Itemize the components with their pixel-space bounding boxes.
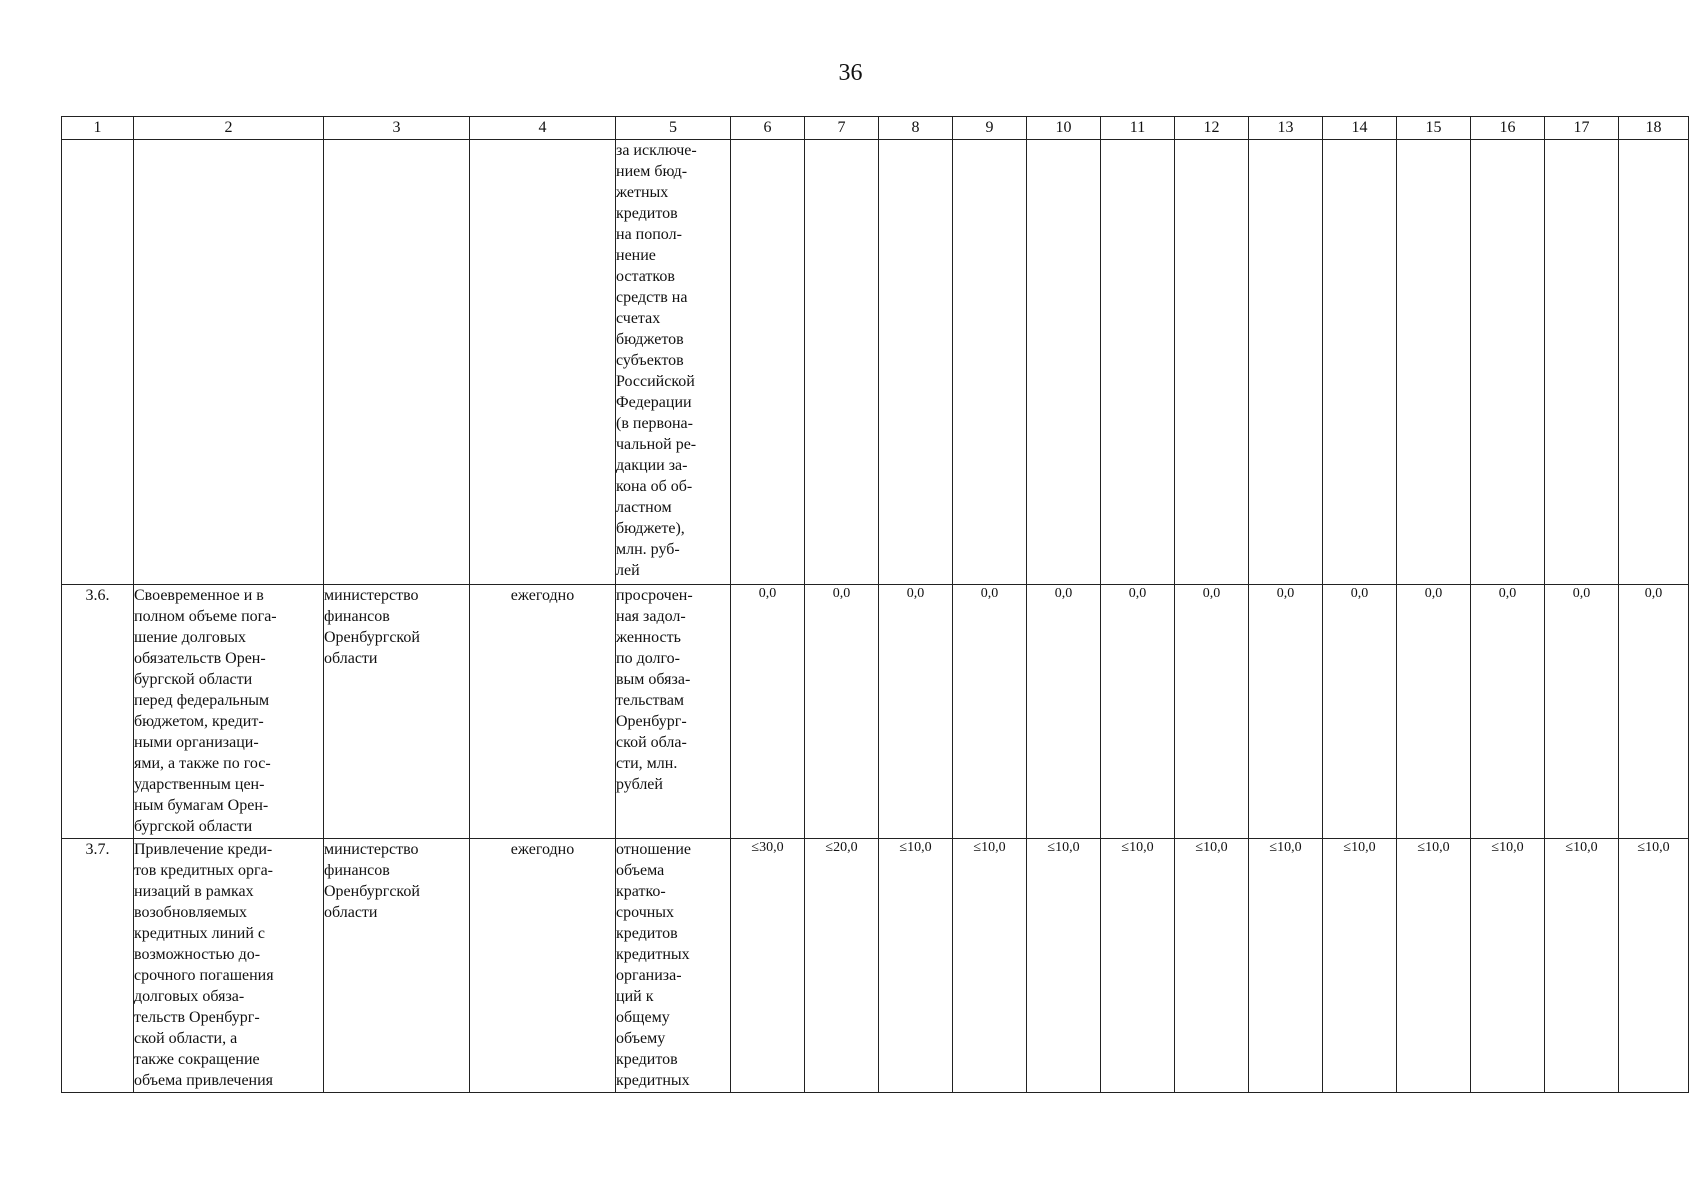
value-cell: ≤10,0 xyxy=(1323,839,1397,1093)
column-number-header: 17 xyxy=(1545,117,1619,140)
value-cell: 0,0 xyxy=(953,585,1027,839)
empty-cell xyxy=(470,140,616,585)
value-cell: ≤30,0 xyxy=(731,839,805,1093)
column-number-header: 15 xyxy=(1397,117,1471,140)
column-number-header: 1 xyxy=(62,117,134,140)
column-number-header: 12 xyxy=(1175,117,1249,140)
value-cell: ≤10,0 xyxy=(1471,839,1545,1093)
column-number-header: 6 xyxy=(731,117,805,140)
column-number-header: 4 xyxy=(470,117,616,140)
column-number-header: 14 xyxy=(1323,117,1397,140)
value-cell: 0,0 xyxy=(731,585,805,839)
empty-cell xyxy=(1175,140,1249,585)
measure-cell: Привлечение креди- тов кредитных орга- низаций в рамках возобновляемых кредитных линий с возможностью до- срочного погашения долговых обяза- тельств Оренбург- ской области, а также сокращение объема привлечения xyxy=(134,839,324,1093)
value-cell: ≤10,0 xyxy=(953,839,1027,1093)
column-number-header: 13 xyxy=(1249,117,1323,140)
value-cell: 0,0 xyxy=(1175,585,1249,839)
empty-cell xyxy=(62,140,134,585)
indicators-table xyxy=(61,116,1689,1093)
value-cell: ≤10,0 xyxy=(1249,839,1323,1093)
indicator-cell: отношение объема кратко- срочных кредитов кредитных организа- ций к общему объему кредитов кредитных xyxy=(616,839,731,1093)
empty-cell xyxy=(1027,140,1101,585)
empty-cell xyxy=(1397,140,1471,585)
column-number-header: 11 xyxy=(1101,117,1175,140)
column-number-header: 16 xyxy=(1471,117,1545,140)
value-cell: 0,0 xyxy=(1397,585,1471,839)
value-cell: 0,0 xyxy=(1027,585,1101,839)
indicator-cell: просрочен- ная задол- женность по долго- вым обяза- тельствам Оренбург- ской обла- сти, млн. рублей xyxy=(616,585,731,839)
term-cell: ежегодно xyxy=(470,839,616,1093)
column-number-header: 9 xyxy=(953,117,1027,140)
column-number-header: 7 xyxy=(805,117,879,140)
value-cell: ≤10,0 xyxy=(1397,839,1471,1093)
value-cell: 0,0 xyxy=(879,585,953,839)
table-row xyxy=(62,839,1689,1093)
value-cell: 0,0 xyxy=(1619,585,1689,839)
value-cell: 0,0 xyxy=(1101,585,1175,839)
column-number-header: 3 xyxy=(324,117,470,140)
empty-cell xyxy=(1249,140,1323,585)
column-number-header-row xyxy=(62,117,1689,140)
executor-cell: министерство финансов Оренбургской области xyxy=(324,839,470,1093)
value-cell: 0,0 xyxy=(805,585,879,839)
indicator-cell: за исключе- нием бюд- жетных кредитов на попол- нение остатков средств на счетах бюджетов субъектов Российской Федерации (в первона- чальной ре- дакции за- кона об об- ластном бюджете), млн. руб- лей xyxy=(616,140,731,585)
empty-cell xyxy=(879,140,953,585)
value-cell: ≤10,0 xyxy=(1545,839,1619,1093)
column-number-header: 10 xyxy=(1027,117,1101,140)
empty-cell xyxy=(324,140,470,585)
empty-cell xyxy=(731,140,805,585)
row-number-cell: 3.7. xyxy=(62,839,134,1093)
empty-cell xyxy=(1101,140,1175,585)
value-cell: ≤10,0 xyxy=(1175,839,1249,1093)
value-cell: ≤10,0 xyxy=(879,839,953,1093)
value-cell: ≤10,0 xyxy=(1619,839,1689,1093)
empty-cell xyxy=(1619,140,1689,585)
empty-cell xyxy=(134,140,324,585)
term-cell: ежегодно xyxy=(470,585,616,839)
value-cell: ≤10,0 xyxy=(1027,839,1101,1093)
empty-cell xyxy=(805,140,879,585)
table-row xyxy=(62,585,1689,839)
column-number-header: 5 xyxy=(616,117,731,140)
column-number-header: 2 xyxy=(134,117,324,140)
empty-cell xyxy=(1471,140,1545,585)
value-cell: ≤20,0 xyxy=(805,839,879,1093)
value-cell: 0,0 xyxy=(1471,585,1545,839)
column-number-header: 18 xyxy=(1619,117,1689,140)
empty-cell xyxy=(1323,140,1397,585)
measure-cell: Своевременное и в полном объеме пога- шение долговых обязательств Орен- бургской области перед федеральным бюджетом, кредит- ными организаци- ями, а также по гос- ударственным цен- ным бумагам Орен- бургской области xyxy=(134,585,324,839)
value-cell: ≤10,0 xyxy=(1101,839,1175,1093)
value-cell: 0,0 xyxy=(1249,585,1323,839)
continuation-row xyxy=(62,140,1689,585)
row-number-cell: 3.6. xyxy=(62,585,134,839)
empty-cell xyxy=(1545,140,1619,585)
column-number-header: 8 xyxy=(879,117,953,140)
page-number: 36 xyxy=(838,60,863,86)
empty-cell xyxy=(953,140,1027,585)
value-cell: 0,0 xyxy=(1545,585,1619,839)
value-cell: 0,0 xyxy=(1323,585,1397,839)
executor-cell: министерство финансов Оренбургской области xyxy=(324,585,470,839)
